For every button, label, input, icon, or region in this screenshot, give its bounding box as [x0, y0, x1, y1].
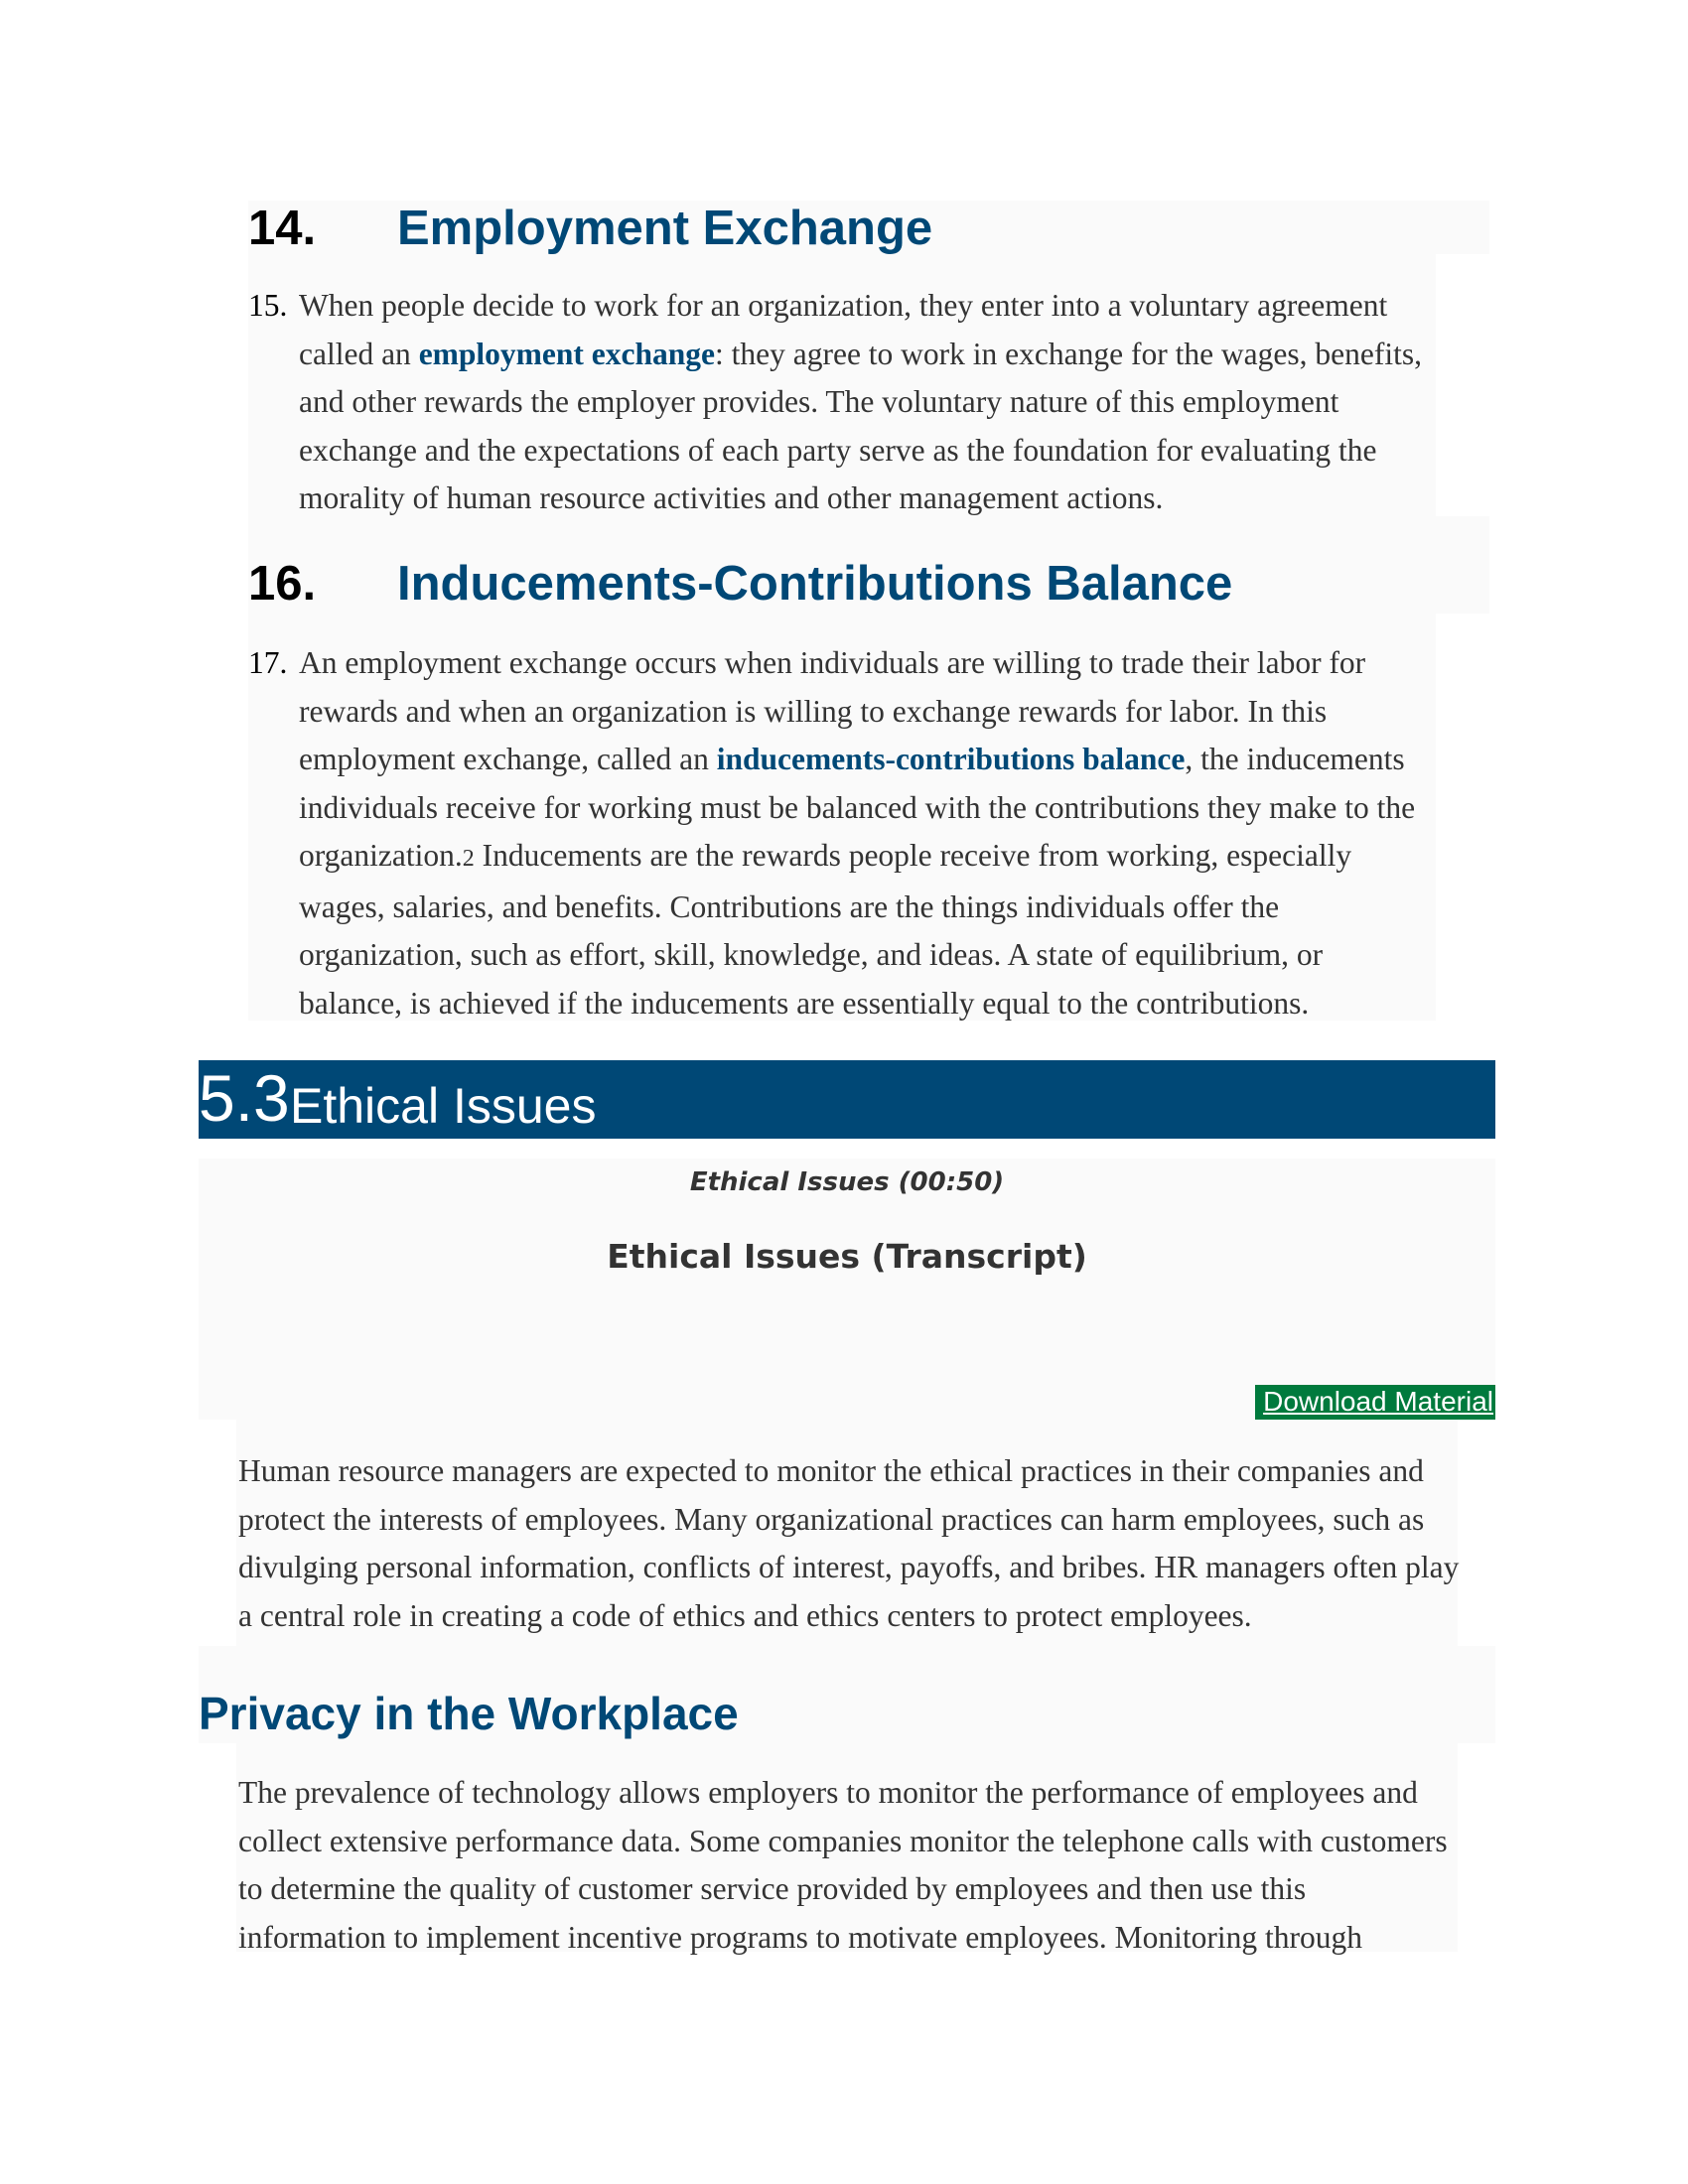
heading-inducements-contributions — [248, 556, 1489, 612]
keyword-inducements-contributions-balance: inducements-contributions balance — [716, 742, 1186, 776]
privacy-paragraph: The prevalence of technology allows employers to monitor the performance of employees and collect extensive performance data. Some companies monitor the telephone calls with customers to determine the quality of customer service provided by employees and then use this information to implement incentive programs to motivate employees. Monitoring through — [238, 1775, 1448, 1955]
paragraph-number: 15. — [248, 288, 288, 323]
heading-privacy-in-the-workplace: Privacy in the Workplace — [199, 1688, 739, 1739]
heading-title: Employment Exchange — [397, 202, 933, 255]
section-header-ethical-issues — [199, 1060, 1495, 1139]
download-material-button[interactable]: Download Material — [1255, 1385, 1495, 1420]
paragraph-text-middle: , the inducements individuals receive for working must be balanced with the contributions they make to the organization. — [299, 742, 1416, 873]
video-link[interactable]: Ethical Issues (00:50) — [689, 1167, 1005, 1197]
heading-number: 14. — [248, 202, 317, 255]
paragraph-number: 17. — [248, 645, 288, 680]
section-number: 5.3 — [199, 1061, 290, 1135]
heading-employment-exchange — [248, 201, 1489, 256]
section-title: Ethical Issues — [290, 1078, 597, 1134]
paragraph-text-before: When people decide to work for an organization, they enter into a voluntary agreement called an — [299, 288, 1388, 371]
paragraph-text — [299, 639, 1426, 1027]
transcript-link[interactable]: Ethical Issues (Transcript) — [607, 1237, 1087, 1276]
paragraph-text-after: : they agree to work in exchange for the wages, benefits, and other rewards the employer provides. The voluntary nature of this employment exchange and the expectations of each party serve as the foundation for evaluating the morality of human resource activities and other management actions. — [299, 336, 1422, 515]
ethics-paragraph: Human resource managers are expected to monitor the ethical practices in their companies and protect the interests of employees. Many organizational practices can harm employees, such as divulging personal information, conflicts of interest, payoffs, and bribes. HR managers often play a central role in creating a code of ethics and ethics centers to protect employees. — [238, 1453, 1460, 1633]
footnote-marker: 2 — [462, 846, 475, 872]
paragraph-text-after: Inducements are the rewards people receive from working, especially wages, salaries, and benefits. Contributions are the things individuals offer the organization, such as effort, skill, knowledge, and ideas. A state of equilibrium, or balance, is achieved if the inducements are essentially equal to the contributions. — [299, 838, 1352, 1021]
paragraph-text-before: An employment exchange occurs when individuals are willing to trade their labor for rewards and when an organization is willing to exchange rewards for labor. In this employment exchange, called an — [299, 645, 1366, 776]
keyword-employment-exchange: employment exchange — [418, 336, 716, 371]
paragraph-text — [299, 282, 1426, 523]
heading-number: 16. — [248, 557, 317, 611]
heading-title: Inducements-Contributions Balance — [397, 557, 1233, 611]
